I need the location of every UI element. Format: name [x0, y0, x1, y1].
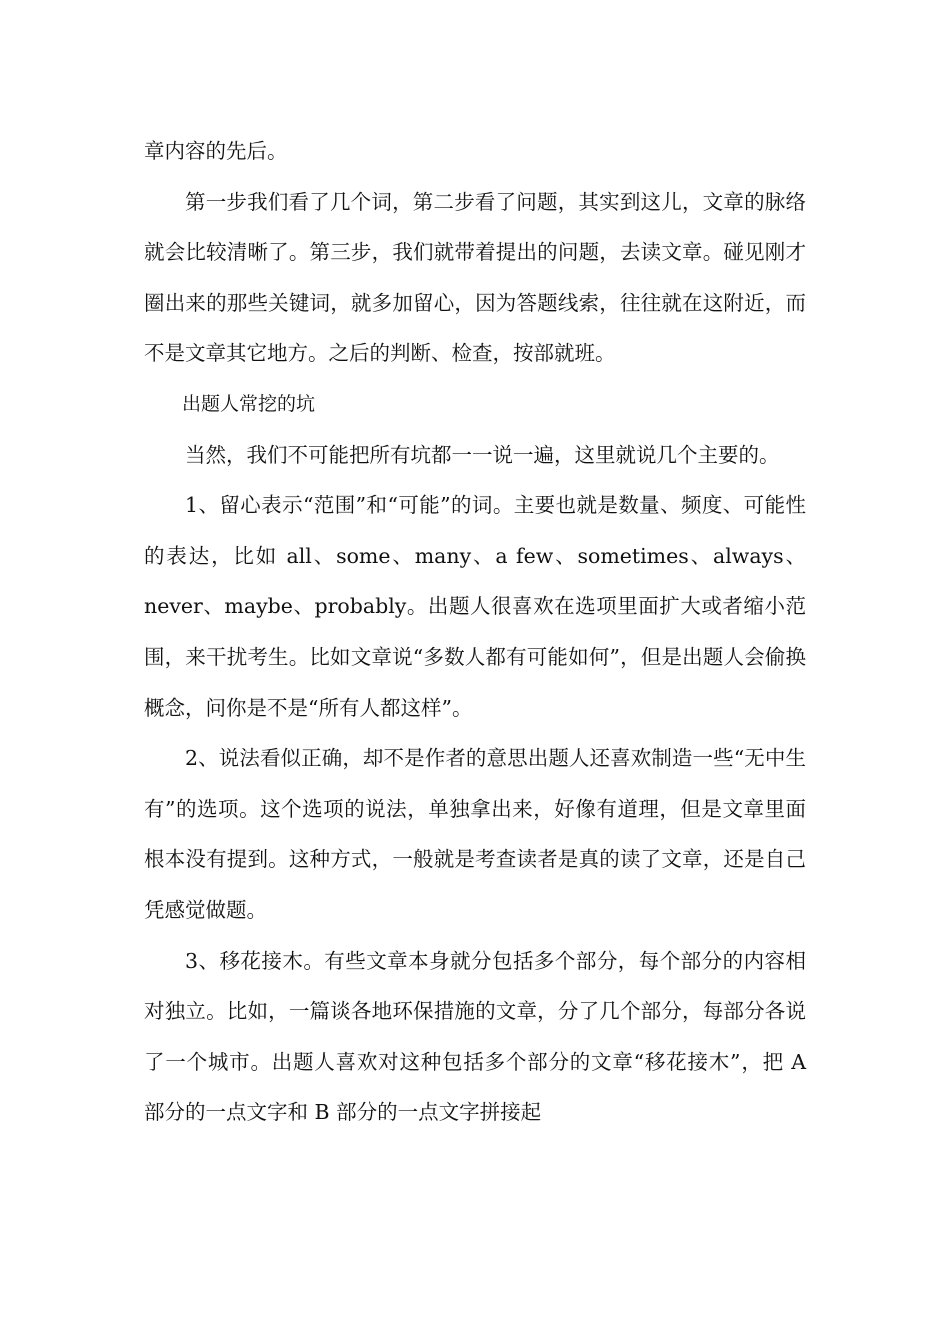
document-body	[144, 126, 806, 1138]
section-heading: 出题人常挖的坑	[182, 392, 316, 415]
paragraph-point-2: 2、说法看似正确，却不是作者的意思出题人还喜欢制造一些“无中生有”的选项。这个选项的说法，单独拿出来，好像有道理，但是文章里面根本没有提到。这种方式，一般就是考查读者是真的读了文章，还是自己凭感觉做题。	[144, 746, 806, 922]
paragraph-continuation: 章内容的先后。	[144, 139, 288, 163]
paragraph-point-3: 3、移花接木。有些文章本身就分包括多个部分，每个部分的内容相对独立。比如，一篇谈各地环保措施的文章，分了几个部分，每部分各说了一个城市。出题人喜欢对这种包括多个部分的文章“移花接木”，把 A 部分的一点文字和 B 部分的一点文字拼接起	[144, 948, 806, 1125]
paragraph-reading-steps: 第一步我们看了几个词，第二步看了问题，其实到这儿，文章的脉络就会比较清晰了。第三步，我们就带着提出的问题，去读文章。碰见刚才圈出来的那些关键词，就多加留心，因为答题线索，往往就在这附近，而不是文章其它地方。之后的判断、检查，按部就班。	[144, 189, 806, 366]
paragraph-point-1: 1、留心表示“范围”和“可能”的词。主要也就是数量、频度、可能性的表达，比如 all、some、many、a few、sometimes、always、never、maybe、probably。出题人很喜欢在选项里面扩大或者缩小范围，来干扰考生。比如文章说“多数人都有可能如何”，但是出题人会偷换概念，问你是不是“所有人都这样”。	[144, 493, 806, 720]
paragraph-intro: 当然，我们不可能把所有坑都一一说一遍，这里就说几个主要的。	[185, 442, 780, 467]
